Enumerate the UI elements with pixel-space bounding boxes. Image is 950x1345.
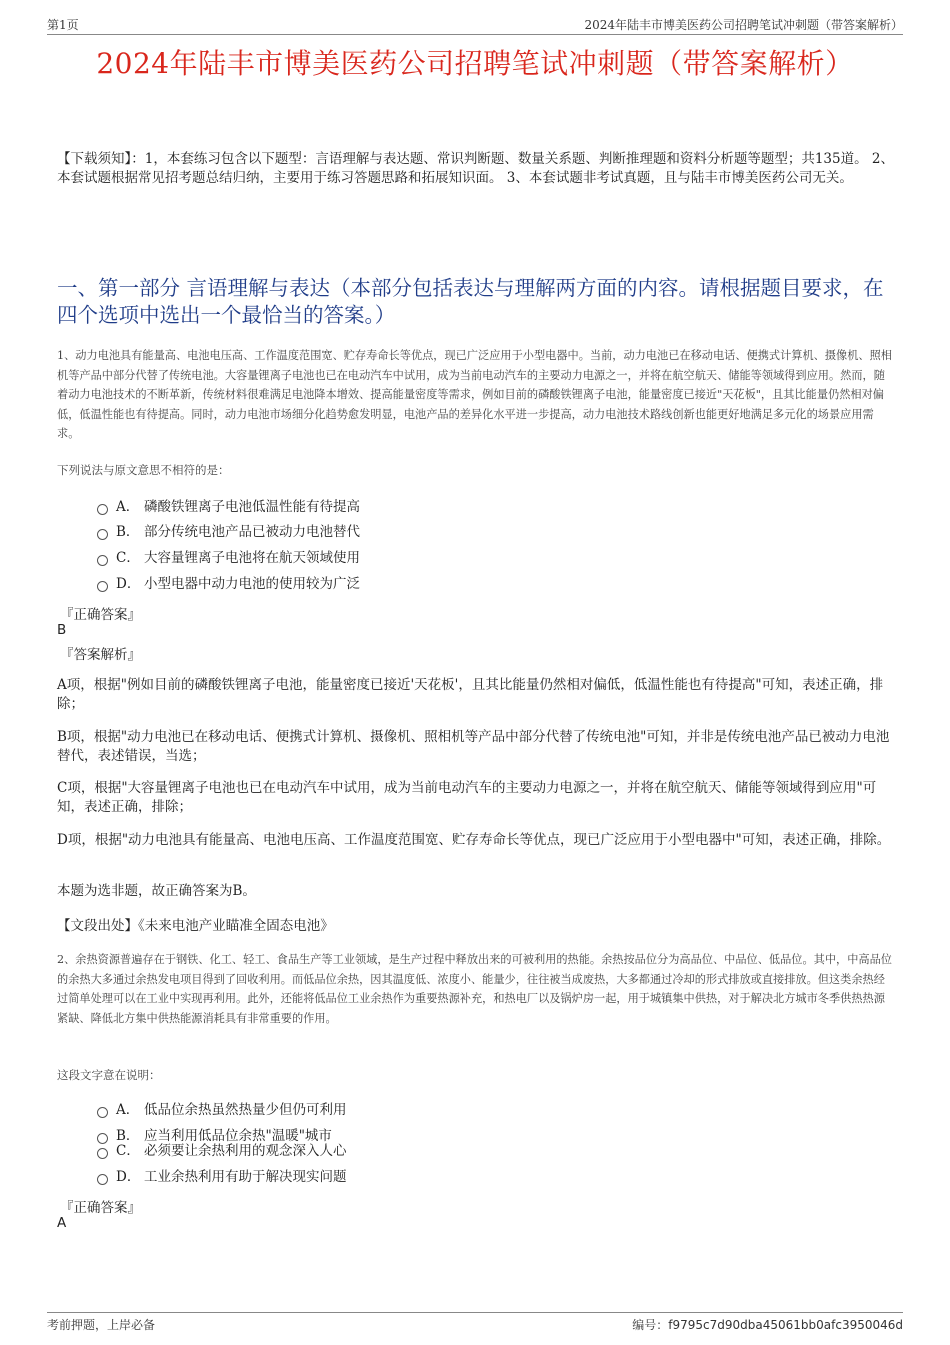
option-text: 必须要让余热利用的观念深入人心: [144, 1143, 347, 1159]
radio-icon[interactable]: [97, 581, 108, 592]
q2-option-c[interactable]: [97, 1141, 347, 1161]
footer-slogan: 考前押题，上岸必备: [47, 1318, 156, 1332]
q1-question: 下列说法与原文意思不相符的是：: [57, 463, 230, 477]
option-text: 大容量锂离子电池将在航天领域使用: [144, 550, 360, 566]
option-text: 部分传统电池产品已被动力电池替代: [144, 524, 360, 540]
q1-passage: 1、动力电池具有能量高、电池电压高、工作温度范围宽、贮存寿命长等优点，现已广泛应用于小型电器中。当前，动力电池已在移动电话、便携式计算机、摄像机、照相机等产品中部分代替了传统电池。大容量锂离子电池也已在电动汽车中试用，成为当前电动汽车的主要动力电源之一，并将在航空航天、储能等领域得到应用。然而，随着动力电池技术的不断革新，传统材料很难满足电池降本增效、提高能量密度等需求，例如目前的磷酸铁锂离子电池，能量密度已接近"天花板"，且其比能量仍然相对偏低，低温性能也有待提高。同时，动力电池市场细分化趋势愈发明显，电池产品的差异化水平进一步提高，动力电池技术路线创新也能更好地满足多元化的场景应用需求。: [57, 349, 892, 440]
q1-answer-label: 『正确答案』: [60, 607, 141, 623]
code-value: f9795c7d90dba45061bb0afc3950046d: [668, 1318, 903, 1332]
q1-answer: B: [57, 622, 67, 638]
page-header: [47, 14, 903, 35]
option-key: D．: [116, 1169, 141, 1185]
radio-icon[interactable]: [97, 1148, 108, 1159]
q2-answer-label: 『正确答案』: [60, 1200, 141, 1216]
radio-icon[interactable]: [97, 1174, 108, 1185]
option-key: D．: [116, 576, 141, 592]
header-doc-title: 2024年陆丰市博美医药公司招聘笔试冲刺题（带答案解析）: [584, 18, 903, 32]
footer-code: [632, 1316, 903, 1333]
q1-option-a[interactable]: [97, 497, 360, 517]
q1-option-c[interactable]: [97, 548, 360, 568]
q1-conclusion: 本题为选非题，故正确答案为B。: [57, 883, 256, 899]
q1-explanation-d: D项，根据"动力电池具有能量高、电池电压高、工作温度范围宽、贮存寿命长等优点，现已广泛应用于小型电器中"可知，表述正确，排除。: [57, 832, 891, 848]
option-key: A．: [116, 1102, 140, 1118]
section-title: 一、第一部分 言语理解与表达（本部分包括表达与理解两方面的内容。请根据题目要求，在四个选项中选出一个最恰当的答案。）: [57, 276, 884, 327]
q1-explanation-a: A项，根据"例如目前的磷酸铁锂离子电池，能量密度已接近'天花板'，且其比能量仍然相对偏低，低温性能也有待提高"可知，表述正确，排除；: [57, 677, 884, 712]
option-key: C．: [116, 550, 140, 566]
page-number: 第1页: [47, 18, 79, 32]
option-text: 低品位余热虽然热量少但仍可利用: [144, 1102, 347, 1118]
q2-passage: 2、余热资源普遍存在于钢铁、化工、轻工、食品生产等工业领域，是生产过程中释放出来的可被利用的热能。余热按品位分为高品位、中品位、低品位。其中，中高品位的余热大多通过余热发电项目得到了回收利用。而低品位余热，因其温度低、浓度小、能量少，往往被当成废热，大多都通过冷却的形式排放或直接排放。但这类余热经过简单处理可以在工业中实现再利用。此外，还能将低品位工业余热作为重要热源补充，和热电厂以及锅炉房一起，用于城镇集中供热，对于解决北方城市冬季供热热源紧缺、降低北方集中供热能源消耗具有非常重要的作用。: [57, 953, 892, 1025]
option-key: B．: [116, 1128, 140, 1144]
option-text: 小型电器中动力电池的使用较为广泛: [144, 576, 360, 592]
q1-explanation-b: B项，根据"动力电池已在移动电话、便携式计算机、摄像机、照相机等产品中部分代替了传统电池"可知，并非是传统电池产品已被动力电池替代，表述错误，当选；: [57, 729, 890, 764]
q1-source: 【文段出处】《未来电池产业瞄准全固态电池》: [57, 918, 334, 934]
page-title: 2024年陆丰市博美医药公司招聘笔试冲刺题（带答案解析）: [96, 47, 854, 80]
q2-option-d[interactable]: [97, 1167, 347, 1187]
radio-icon[interactable]: [97, 504, 108, 515]
q2-question: 这段文字意在说明：: [57, 1068, 161, 1082]
q1-explanation-c: C项，根据"大容量锂离子电池也已在电动汽车中试用，成为当前电动汽车的主要动力电源之一，并将在航空航天、储能等领域得到应用"可知，表述正确，排除；: [57, 780, 877, 815]
option-text: 应当利用低品位余热"温暖"城市: [144, 1128, 332, 1144]
page-footer: [47, 1312, 903, 1333]
radio-icon[interactable]: [97, 555, 108, 566]
radio-icon[interactable]: [97, 529, 108, 540]
download-notice: 【下载须知】：1，本套练习包含以下题型：言语理解与表达题、常识判断题、数量关系题、判断推理题和资料分析题等题型；共135道。 2、本套试题根据常见招考题总结归纳，主要用于练习答题思路和拓展知识面。 3、本套试题非考试真题，且与陆丰市博美医药公司无关。: [57, 151, 894, 186]
code-label: 编号：: [632, 1318, 669, 1332]
q2-option-a[interactable]: [97, 1100, 347, 1120]
option-text: 工业余热利用有助于解决现实问题: [144, 1169, 347, 1185]
option-key: B．: [116, 524, 140, 540]
option-key: A．: [116, 499, 140, 515]
option-key: C．: [116, 1143, 140, 1159]
radio-icon[interactable]: [97, 1107, 108, 1118]
q1-option-d[interactable]: [97, 574, 360, 594]
q2-answer: A: [57, 1215, 67, 1231]
option-text: 磷酸铁锂离子电池低温性能有待提高: [144, 499, 360, 515]
q1-analysis-label: 『答案解析』: [60, 647, 141, 663]
q1-option-b[interactable]: [97, 522, 360, 542]
